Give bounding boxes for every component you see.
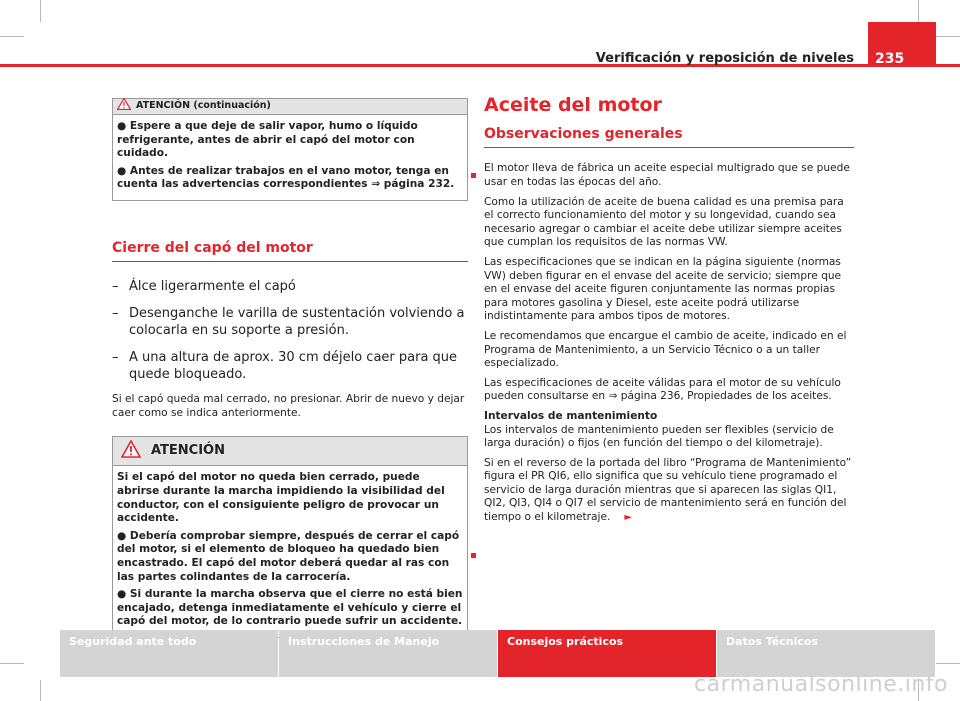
continue-arrow-icon: ► (624, 512, 633, 524)
warning-item: ● Si durante la marcha observa que el cierre no está bien encajado, detenga inmediatamente el vehículo y cierre el capó del motor, de lo contrario puede sufrir un accidente. (117, 588, 463, 628)
warning-continued-header (113, 99, 467, 115)
paragraph: Los intervalos de mantenimiento pueden ser flexibles (servicio de larga duración) o fijos (en función del tiempo o del kilometraje). (484, 423, 834, 450)
crop-mark (936, 36, 960, 37)
step-item: – Álce ligerarmente el capó (112, 278, 468, 295)
crop-mark (40, 680, 41, 701)
paragraph-text: Si en el reverso de la portada del libro “Programa de Mantenimiento” figura el PR QI6, ello significa que su vehículo tiene programado el servicio de larga duración mientras que si aparecen las siglas QI1, QI2, QI3, QI4 o QI7 el servicio de mantenimiento será en función del tiempo o el kilometraje. (484, 456, 852, 524)
hood-close-section (112, 241, 468, 262)
paragraph: Como la utilización de aceite de buena calidad es una premisa para el correcto funcionamiento del motor y su longevidad, cuando sea necesario agregar o cambiar el aceite debe utilizar siempre aceites que cumplan los requisitos de las normas VW. (484, 195, 844, 249)
hood-close-note: Si el capó queda mal cerrado, no presionar. Abrir de nuevo y dejar caer como se indica anteriormente. (112, 393, 465, 419)
intervals-heading: Intervalos de mantenimiento (484, 409, 658, 422)
crop-mark (936, 663, 960, 664)
footer-tabs (60, 630, 935, 677)
warning-triangle-icon (121, 440, 141, 462)
right-column (484, 94, 854, 531)
paragraph: Las especificaciones de aceite válidas para el motor de su vehículo pueden consultarse en ⇒ página 236, Propiedades de los aceites. (484, 376, 841, 403)
section-rule (112, 261, 468, 262)
section-title: Cierre del capó del motor (112, 239, 313, 256)
crop-mark (918, 0, 919, 22)
crop-mark (0, 663, 24, 664)
warning-header (113, 437, 467, 466)
page-number: 235 (868, 22, 936, 67)
tab-consejos[interactable]: Consejos prácticos (498, 630, 716, 677)
running-header-title: Verificación y reposición de niveles (595, 51, 854, 66)
warning-box (112, 436, 468, 638)
warning-item: ● Debería comprobar siempre, después de cerrar el capó del motor, si el elemento de bloqueo ha quedado bien encastrado. El capó del motor deberá quedar al ras con las partes colindantes de la carrocería. (117, 529, 460, 583)
paragraph: Le recomendamos que encargue el cambio de aceite, indicado en el Programa de Mantenimiento, a un Servicio Técnico o a un taller especializado. (484, 329, 847, 370)
warning-continued-item: ● Espere a que deje de salir vapor, humo o líquido refrigerante, antes de abrir el capó del motor con cuidado. (117, 120, 418, 160)
warning-continued-title: ATENCIÓN (continuación) (136, 100, 271, 112)
subsection-header (484, 127, 854, 148)
section-end-marker (471, 173, 476, 178)
tab-seguridad[interactable]: Seguridad ante todo (60, 630, 278, 677)
step-item: – A una altura de aprox. 30 cm déjelo caer para que quede bloqueado. (112, 349, 468, 383)
paragraph: Las especificaciones que se indican en la página siguiente (normas VW) deben figurar en el envase del aceite de servicio; siempre que en el envase del aceite figuren conjuntamente las normas propias para motores gasolina y Diesel, este aceite podrá utilizarse indistintamente para ambos tipos de motores. (484, 255, 842, 323)
warning-continued-box (112, 98, 468, 201)
tab-instrucciones[interactable]: Instrucciones de Manejo (279, 630, 497, 677)
watermark: carmanualsonline.info (694, 672, 948, 697)
paragraph: El motor lleva de fábrica un aceite especial multigrado que se puede usar en todas las épocas del año. (484, 162, 850, 188)
tab-datos[interactable]: Datos Técnicos (717, 630, 935, 677)
section-end-marker (471, 553, 476, 558)
warning-triangle-icon (117, 98, 131, 115)
paragraph (484, 457, 854, 525)
left-column (112, 98, 468, 638)
warning-body (113, 466, 467, 637)
crop-mark (40, 0, 41, 22)
warning-title: ATENCIÓN (151, 443, 225, 459)
subsection-title: Observaciones generales (484, 126, 683, 143)
warning-continued-item: ● Antes de realizar trabajos en el vano motor, tenga en cuenta las advertencias correspondientes ⇒ página 232. (117, 164, 455, 191)
step-item: – Desenganche le varilla de sustentación volviendo a colocarla en su soporte a presión. (112, 305, 468, 339)
warning-continued-body (113, 115, 467, 200)
warning-intro: Si el capó del motor no queda bien cerrado, puede abrirse durante la marcha impidiendo la visibilidad del conductor, con el consiguiente peligro de provocar un accidente. (117, 471, 445, 525)
chapter-title: Aceite del motor (484, 94, 662, 116)
oil-text (484, 162, 854, 524)
subsection-rule (484, 147, 854, 148)
crop-mark (0, 36, 24, 37)
hood-close-steps (112, 278, 468, 383)
